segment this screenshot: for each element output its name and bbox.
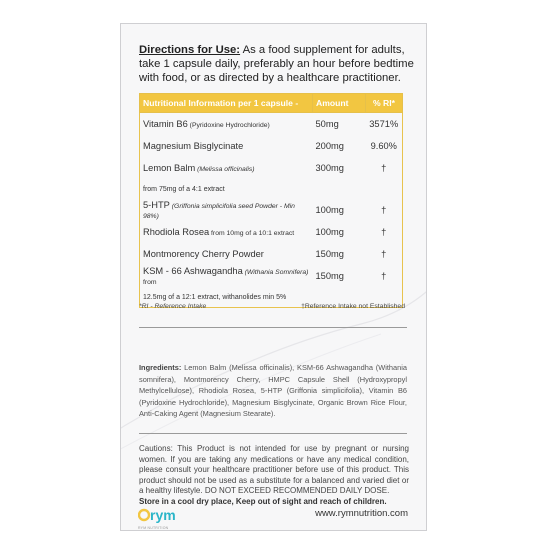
row-amount: 200mg	[315, 141, 344, 151]
nutrition-table	[139, 93, 403, 308]
table-row-sub	[140, 179, 403, 199]
ingredient-note: (Pyridoxine Hydrochloride)	[187, 122, 270, 129]
table-row	[140, 243, 403, 265]
ingredient-note: from 10mg of a 10:1 extract	[209, 230, 295, 237]
row-amount: 100mg	[315, 205, 344, 215]
ingredient-note: (Griffonia simplicifolia seed Powder - Min 98%)	[143, 203, 295, 220]
directions-heading: Directions for Use:	[139, 44, 241, 56]
logo-wordmark: rym	[150, 507, 176, 523]
row-ri: 3571%	[369, 119, 399, 129]
ingredient-name: Montmorency Cherry Powder	[143, 249, 264, 259]
table-row	[140, 113, 403, 136]
ingredients-label: Ingredients:	[139, 363, 182, 372]
storage-instructions: Store in a cool dry place, Keep out of sight and reach of children.	[139, 496, 387, 506]
ingredients-text	[139, 362, 407, 420]
ingredients-body: Lemon Balm (Melissa officinalis), KSM-66 Ashwagandha (Withania somnifera), Montmorency Cherry, HMPC Capsule Shell (Hydroxypropyl Methylcellulose), Rhodiola Rosea, 5-HTP (Griffonia simplicifolia), Vitamin B6 (Pyridoxine Hydrochloride), Magnesium Bisglycinate, Organic Brown Rice Flour, Anti-Caking Agent (Magnesium Stearate).	[139, 363, 407, 418]
row-name	[140, 265, 313, 287]
row-subtext: from 75mg of a 4:1 extract	[143, 185, 225, 193]
cautions-text	[139, 444, 409, 508]
row-name	[140, 157, 313, 179]
header-amount: Amount	[313, 94, 366, 113]
table-row	[140, 221, 403, 243]
nutrition-table-header	[140, 94, 403, 113]
row-amount: 50mg	[315, 119, 339, 129]
row-ri: †	[381, 249, 387, 259]
website-url: www.rymnutrition.com	[315, 508, 408, 519]
row-name	[140, 221, 313, 243]
table-row	[140, 265, 403, 287]
row-ri: †	[381, 271, 387, 281]
row-ri: †	[381, 227, 387, 237]
row-name	[140, 135, 313, 157]
rym-logo-icon	[138, 502, 178, 526]
footnote-not-established: †Reference Intake not Established	[301, 303, 405, 310]
row-subtext: 12.5mg of a 12:1 extract, withanolides min 5%	[143, 293, 287, 301]
label-card	[120, 23, 427, 531]
row-name	[140, 199, 313, 221]
divider	[139, 433, 407, 434]
header-ri: % RI*	[366, 94, 403, 113]
ingredient-note-suffix: from	[143, 279, 157, 286]
table-row	[140, 135, 403, 157]
header-name: Nutritional Information per 1 capsule -	[140, 94, 313, 113]
cautions-body: Cautions: This Product is not intended for use by pregnant or nursing women. If you are taking any medications or have any medical condition, please consult your healthcare practitioner before use of this product. This product should not be used as a substitute for a balanced and varied diet or a healthy lifestyle. DO NOT EXCEED RECOMMENDED DAILY DOSE.	[139, 444, 409, 496]
ingredient-name: Vitamin B6	[143, 119, 188, 129]
directions-text: As a food supplement for adults, take 1 capsule daily, preferably an hour before bedtime with food, or as directed by a healthcare practitioner.	[139, 44, 414, 84]
row-ri: †	[381, 205, 387, 215]
ingredient-name: Lemon Balm	[143, 163, 196, 173]
row-amount: 150mg	[315, 271, 344, 281]
footnote-ri: *RI - Reference Intake	[139, 303, 207, 310]
directions-for-use	[139, 43, 414, 85]
row-name	[140, 243, 313, 265]
row-amount: 300mg	[315, 163, 344, 173]
ingredient-note: (Melissa officinalis)	[195, 166, 255, 173]
divider	[139, 327, 407, 328]
table-row	[140, 199, 403, 221]
row-ri: †	[381, 163, 387, 173]
row-amount: 100mg	[315, 227, 344, 237]
ingredient-name: Rhodiola Rosea	[143, 227, 210, 237]
logo-subtext: RYM NUTRITION	[138, 526, 169, 530]
row-ri: 9.60%	[370, 141, 397, 151]
ingredient-name: 5-HTP	[143, 200, 170, 210]
ingredient-name: KSM - 66 Ashwagandha	[143, 266, 243, 276]
table-row	[140, 157, 403, 179]
ingredient-name: Magnesium Bisglycinate	[143, 141, 244, 151]
row-name	[140, 113, 313, 136]
row-amount: 150mg	[315, 249, 344, 259]
ingredient-note: (Withania Somnifera)	[242, 269, 309, 276]
